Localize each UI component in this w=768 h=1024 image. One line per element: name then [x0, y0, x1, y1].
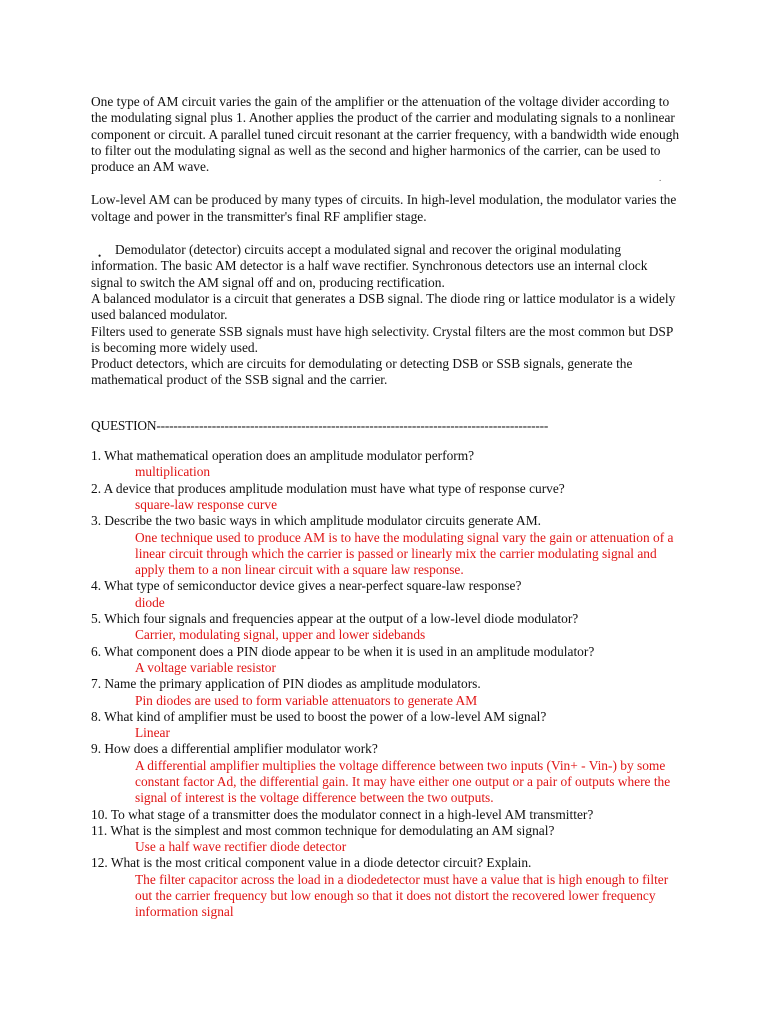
question-3: 3. Describe the two basic ways in which amplitude modulator circuits generate AM.	[91, 513, 541, 529]
answer-2: square-law response curve	[135, 496, 278, 512]
qa-item-8	[91, 709, 681, 742]
intro-paragraph-1: One type of AM circuit varies the gain of the amplifier or the attenuation of the voltage divider according to the modulating signal plus 1. Another applies the product of the carrier and modulating signals to a nonlinear component or circuit. A parallel tuned circuit resonant at the carrier frequency, with a bandwidth wide enough to filter out the modulating signal as well as the second and higher harmonics of the carrier, can be used to produce an AM wave.	[91, 94, 680, 175]
qa-item-6	[91, 644, 681, 677]
intro-paragraph-4: A balanced modulator is a circuit that generates a DSB signal. The diode ring or lattice modulator is a widely used balanced modulator.	[91, 290, 676, 323]
answer-4: diode	[135, 594, 165, 610]
intro-paragraph-2: Low-level AM can be produced by many types of circuits. In high-level modulation, the modulator varies the voltage and power in the transmitter's final RF amplifier stage.	[91, 192, 677, 224]
answer-8: Linear	[135, 725, 170, 741]
qa-item-11	[91, 823, 681, 856]
qa-item-12	[91, 855, 681, 920]
stray-mark: .	[659, 173, 662, 183]
qa-item-4	[91, 578, 681, 611]
intro-paragraph-6: Product detectors, which are circuits for demodulating or detecting DSB or SSB signals, generate the mathematical product of the SSB signal and the carrier.	[91, 356, 633, 388]
question-list	[91, 448, 681, 921]
question-12: 12. What is the most critical component value in a diode detector circuit? Explain.	[91, 855, 532, 871]
answer-3: One technique used to produce AM is to have the modulating signal vary the gain or attenuation of a linear circuit through which the carrier is passed or linearly mix the carrier modulating signal and apply them to a non linear circuit with a square law response.	[135, 529, 674, 578]
question-10: 10. To what stage of a transmitter does the modulator connect in a high-level AM transmitter?	[91, 806, 594, 822]
answer-9: A differential amplifier multiplies the voltage difference between two inputs (Vin+ - Vin-) by some constant factor Ad, the differential gain. It may have either one output or a pair of outputs where the signal of interest is the voltage difference between the two outputs.	[135, 757, 671, 806]
qa-item-7	[91, 676, 681, 709]
question-11: 11. What is the simplest and most common technique for demodulating an AM signal?	[91, 822, 555, 838]
qa-item-2	[91, 481, 681, 514]
question-8: 8. What kind of amplifier must be used to boost the power of a low-level AM signal?	[91, 708, 547, 724]
qa-item-3	[91, 513, 681, 578]
qa-item-5	[91, 611, 681, 644]
question-7: 7. Name the primary application of PIN diodes as amplitude modulators.	[91, 676, 481, 692]
answer-5: Carrier, modulating signal, upper and lower sidebands	[135, 627, 426, 643]
qa-item-10	[91, 807, 681, 823]
answer-12: The filter capacitor across the load in a diodedetector must have a value that is high enough to filter out the carrier frequency but low enough so that it does not distort the recovered lower frequency information signal	[135, 871, 669, 920]
qa-item-1	[91, 448, 681, 481]
question-4: 4. What type of semiconductor device gives a near-perfect square-law response?	[91, 578, 522, 594]
question-2: 2. A device that produces amplitude modulation must have what type of response curve?	[91, 480, 565, 496]
question-5: 5. Which four signals and frequencies appear at the output of a low-level diode modulator?	[91, 611, 579, 627]
answer-11: Use a half wave rectifier diode detector	[135, 839, 347, 855]
answer-1: multiplication	[135, 464, 211, 480]
document-body	[91, 94, 681, 921]
qa-item-9	[91, 741, 681, 806]
intro-paragraph-5: Filters used to generate SSB signals must have high selectivity. Crystal filters are the most common but DSP is becoming more widely used.	[91, 323, 673, 355]
question-1: 1. What mathematical operation does an amplitude modulator perform?	[91, 448, 475, 464]
answer-6: A voltage variable resistor	[135, 659, 276, 675]
intro-paragraph-3-text: Demodulator (detector) circuits accept a modulated signal and recover the original modulating information. The basic AM detector is a half wave rectifier. Synchronous detectors use an internal clock signal to switch the AM signal off and on, producing rectification.	[91, 242, 648, 290]
question-header: QUESTION--------------------------------------------------------------------------------------------	[91, 417, 549, 433]
intro-paragraph-3: • Demodulator (detector) circuits accept a modulated signal and recover the original modulating information. The basic AM detector is a half wave rectifier. Synchronous detectors use an internal clock signal to switch the AM signal off and on, producing rectification.	[91, 242, 648, 290]
question-6: 6. What component does a PIN diode appear to be when it is used in an amplitude modulator?	[91, 643, 595, 659]
question-9: 9. How does a differential amplifier modulator work?	[91, 741, 378, 757]
answer-7: Pin diodes are used to form variable attenuators to generate AM	[135, 692, 478, 708]
